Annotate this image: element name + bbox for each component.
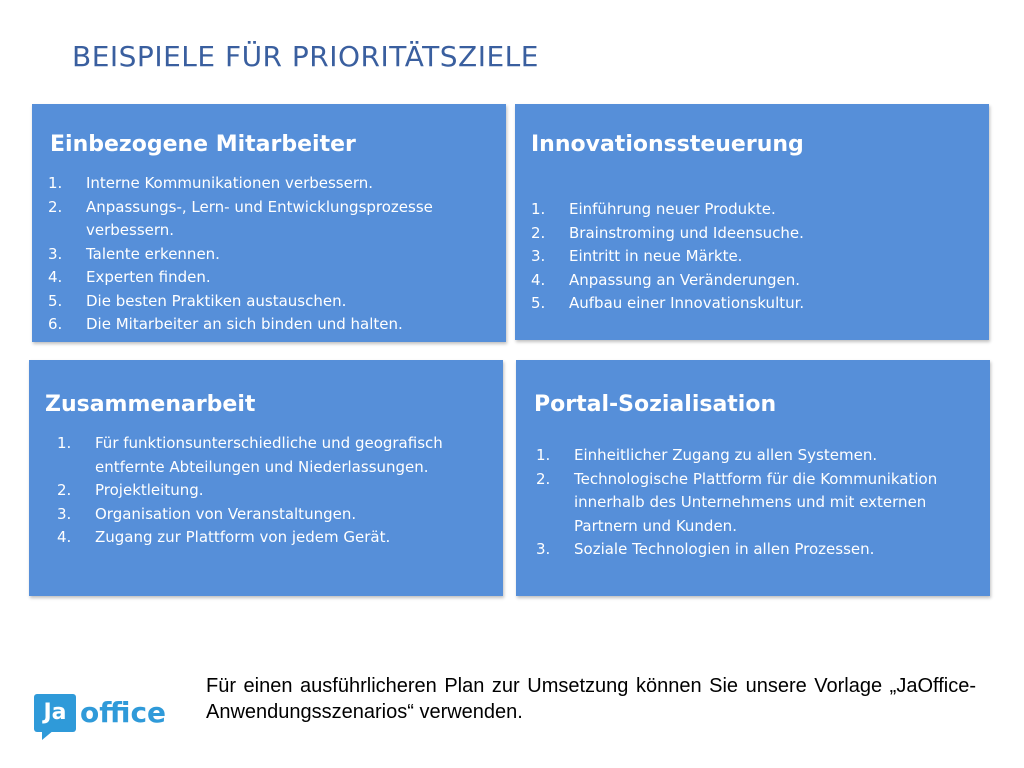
list-text: Brainstroming und Ideensuche. [569,223,804,242]
card-list [531,198,971,316]
list-item [536,444,976,468]
list-item [48,196,488,243]
list-number: 1. [57,434,72,452]
list-text: Einheitlicher Zugang zu allen Systemen. [574,446,878,464]
card-list [536,444,976,562]
list-text: Anpassung an Veränderungen. [569,270,801,289]
list-text: Interne Kommunikationen verbessern. [86,174,374,192]
list-number: 1. [536,446,551,464]
logo-speech-bubble: Ja [34,694,76,732]
list-number: 3. [531,247,546,265]
card-innovationssteuerung [515,104,989,340]
list-item [531,292,971,316]
list-item [57,526,487,550]
list-text: Technologische Plattform für die Kommunikation innerhalb des Unternehmens und mit externen Partnern und Kunden. [574,469,938,535]
list-item [536,538,976,562]
list-text: Die besten Praktiken austauschen. [86,291,347,310]
footer-note: Für einen ausführlicheren Plan zur Umsetzung können Sie unsere Vorlage „JaOffice-Anwendungsszenarios“ verwenden. [206,675,976,723]
list-item [57,432,487,479]
list-item [531,198,971,222]
card-heading: Innovationssteuerung [531,132,804,157]
list-text: Für funktionsunterschiedliche und geografisch entfernte Abteilungen und Niederlassungen. [95,434,443,476]
list-text: Einführung neuer Produkte. [569,200,776,218]
logo-wordmark: office [80,696,167,729]
list-number: 1. [531,200,546,218]
list-number: 4. [531,270,546,289]
list-text: Soziale Technologien in allen Prozessen. [574,540,875,558]
list-number: 3. [57,504,72,523]
list-text: Die Mitarbeiter an sich binden und halten. [86,315,403,333]
list-text: Talente erkennen. [86,244,220,263]
list-number: 1. [48,174,63,192]
list-item [48,243,488,267]
list-number: 4. [57,528,72,546]
list-number: 3. [536,540,551,558]
list-text: Aufbau einer Innovationskultur. [569,294,805,312]
list-item [48,172,488,196]
list-item [48,313,488,337]
list-text: Experten finden. [86,268,211,286]
list-number: 2. [531,223,546,242]
card-zusammenarbeit [29,360,503,596]
card-heading: Portal-Sozialisation [534,392,777,417]
list-item [531,245,971,269]
list-number: 6. [48,315,63,333]
list-item [531,269,971,293]
card-heading: Zusammenarbeit [45,392,256,417]
jaoffice-logo [34,694,174,744]
list-number: 2. [536,469,551,488]
card-list [48,172,488,337]
logo-bubble-tail [42,730,54,740]
list-number: 4. [48,268,63,286]
page-title: BEISPIELE FÜR PRIORITÄTSZIELE [72,40,539,73]
list-text: Zugang zur Plattform von jedem Gerät. [95,528,391,546]
list-number: 2. [48,197,63,216]
list-item [531,222,971,246]
card-list [57,432,487,550]
list-item [57,479,487,503]
list-number: 5. [48,291,63,310]
card-heading: Einbezogene Mitarbeiter [50,132,356,157]
list-item [536,468,976,539]
list-number: 2. [57,481,72,499]
list-item [57,503,487,527]
list-text: Organisation von Veranstaltungen. [95,504,357,523]
card-einbezogene-mitarbeiter [32,104,506,342]
list-text: Projektleitung. [95,481,204,499]
card-portal-sozialisation [516,360,990,596]
list-item [48,266,488,290]
list-text: Anpassungs-, Lern- und Entwicklungsprozesse verbessern. [86,197,433,239]
list-item [48,290,488,314]
list-number: 3. [48,244,63,263]
list-text: Eintritt in neue Märkte. [569,247,743,265]
list-number: 5. [531,294,546,312]
